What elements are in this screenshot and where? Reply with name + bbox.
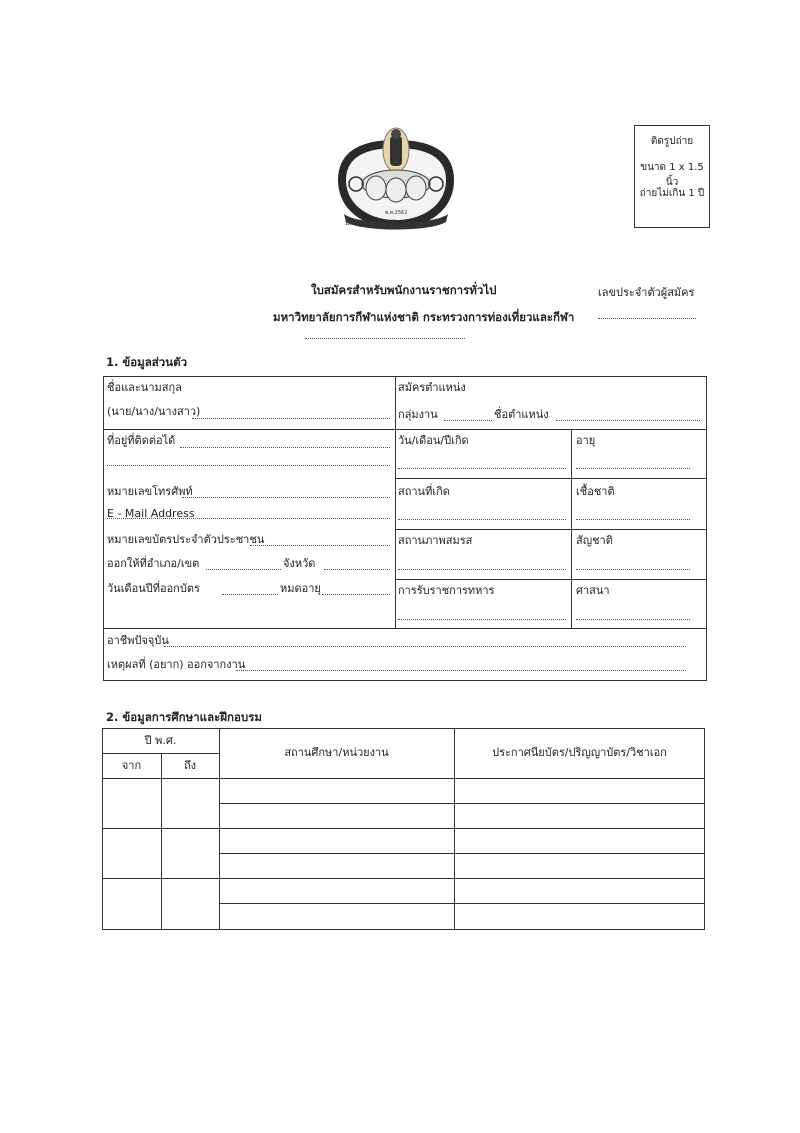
certificate-header: ประกาศนียบัตร/ปริญญาบัตร/วิชาเอก bbox=[492, 746, 667, 759]
edu-row-line-4 bbox=[102, 878, 705, 879]
section1-heading: 1. ข้อมูลส่วนตัว bbox=[106, 355, 188, 369]
section2-heading: 2. ข้อมูลการศึกษาและฝึกอบรม bbox=[106, 710, 262, 724]
emblem-caption: มหาวิทยาลัยการกีฬาแห่งชาติ bbox=[345, 219, 428, 227]
group-label: กลุ่มงาน bbox=[398, 408, 438, 421]
marital-status-field[interactable] bbox=[398, 569, 566, 570]
row-divider-1 bbox=[103, 429, 707, 430]
military-service-field[interactable] bbox=[398, 619, 566, 620]
name-label: ชื่อและนามสกุล bbox=[107, 381, 182, 394]
race-field[interactable] bbox=[576, 519, 690, 520]
address-label: ที่อยู่ที่ติดต่อได้ bbox=[107, 434, 176, 447]
group-field[interactable] bbox=[444, 420, 492, 421]
leave-reason-label: เหตุผลที่ (อยาก) ออกจากงาน bbox=[107, 658, 246, 671]
name-field[interactable] bbox=[192, 418, 390, 419]
photo-line-1: ติดรูปถ่าย bbox=[650, 136, 694, 147]
applicant-number-field[interactable] bbox=[598, 318, 696, 319]
nationality-field[interactable] bbox=[576, 569, 690, 570]
birthdate-label: วัน/เดือน/ปีเกิด bbox=[398, 434, 469, 447]
photo-line-2: ขนาด 1 x 1.5 นิ้ว bbox=[640, 162, 704, 188]
email-field[interactable] bbox=[107, 518, 390, 519]
occupation-field[interactable] bbox=[164, 646, 686, 647]
row-divider-2 bbox=[395, 478, 707, 479]
row-divider-5 bbox=[103, 628, 707, 629]
occupation-label: อาชีพปัจจุบัน bbox=[107, 634, 169, 647]
university-title: มหาวิทยาลัยการกีฬาแห่งชาติ กระทรวงการท่องเที่ยวและกีฬา bbox=[273, 310, 575, 324]
edu-row-line-5 bbox=[219, 903, 705, 904]
province-label: จังหวัด bbox=[283, 557, 316, 570]
form-title: ใบสมัครสำหรับพนักงานราชการทั่วไป bbox=[311, 283, 497, 297]
marital-status-label: สถานภาพสมรส bbox=[398, 534, 473, 547]
col-divider-main bbox=[395, 376, 396, 628]
expiry-field[interactable] bbox=[322, 594, 390, 595]
birthplace-field[interactable] bbox=[398, 519, 566, 520]
age-field[interactable] bbox=[576, 468, 690, 469]
title-prefix-label: (นาย/นาง/นางสาว) bbox=[107, 405, 201, 418]
to-year-header: ถึง bbox=[183, 759, 197, 772]
issued-district-field[interactable] bbox=[206, 569, 281, 570]
photo-placeholder-box bbox=[634, 125, 710, 228]
birthdate-field[interactable] bbox=[398, 468, 566, 469]
address-field-2[interactable] bbox=[107, 465, 390, 466]
row-divider-3 bbox=[395, 529, 707, 530]
issued-district-label: ออกให้ที่อำเภอ/เขต bbox=[107, 557, 200, 570]
from-year-header: จาก bbox=[121, 759, 142, 772]
id-card-field[interactable] bbox=[250, 545, 390, 546]
expiry-label: หมดอายุ bbox=[280, 582, 321, 595]
religion-label: ศาสนา bbox=[576, 584, 610, 597]
photo-line-3: ถ่ายไม่เกิน 1 ปี bbox=[639, 188, 705, 199]
edu-row-line-3 bbox=[219, 853, 705, 854]
applicant-number-label: เลขประจำตัวผู้สมัคร bbox=[598, 286, 695, 299]
race-label: เชื้อชาติ bbox=[576, 485, 615, 498]
edu-col-divider-from-to bbox=[161, 753, 162, 930]
title-underline bbox=[305, 338, 465, 339]
military-service-label: การรับราชการทหาร bbox=[398, 584, 495, 597]
age-label: อายุ bbox=[576, 434, 596, 447]
phone-label: หมายเลขโทรศัพท์ bbox=[107, 485, 193, 498]
leave-reason-field[interactable] bbox=[236, 670, 686, 671]
edu-header-bottom-line bbox=[102, 778, 705, 779]
nationality-label: สัญชาติ bbox=[576, 534, 613, 547]
institution-header: สถานศึกษา/หน่วยงาน bbox=[284, 746, 389, 759]
emblem-small-text: พ.ศ.2562 bbox=[385, 210, 408, 216]
email-label: E - Mail Address bbox=[107, 507, 195, 520]
row-divider-4 bbox=[395, 579, 707, 580]
religion-field[interactable] bbox=[576, 619, 690, 620]
position-name-label: ชื่อตำแหน่ง bbox=[494, 408, 549, 421]
birthplace-label: สถานที่เกิด bbox=[398, 485, 450, 498]
address-field-1[interactable] bbox=[180, 447, 390, 448]
id-card-label: หมายเลขบัตรประจำตัวประชาชน bbox=[107, 533, 265, 546]
province-field[interactable] bbox=[324, 569, 390, 570]
issue-date-field[interactable] bbox=[222, 594, 278, 595]
issue-date-label: วันเดือนปีที่ออกบัตร bbox=[107, 582, 200, 595]
year-header: ปี พ.ศ. bbox=[144, 734, 177, 747]
position-label: สมัครตำแหน่ง bbox=[398, 381, 466, 394]
edu-row-line-2 bbox=[102, 828, 705, 829]
phone-field[interactable] bbox=[182, 497, 390, 498]
edu-row-line-1 bbox=[219, 803, 705, 804]
edu-year-subheader-line bbox=[102, 753, 219, 754]
position-name-field[interactable] bbox=[556, 420, 700, 421]
